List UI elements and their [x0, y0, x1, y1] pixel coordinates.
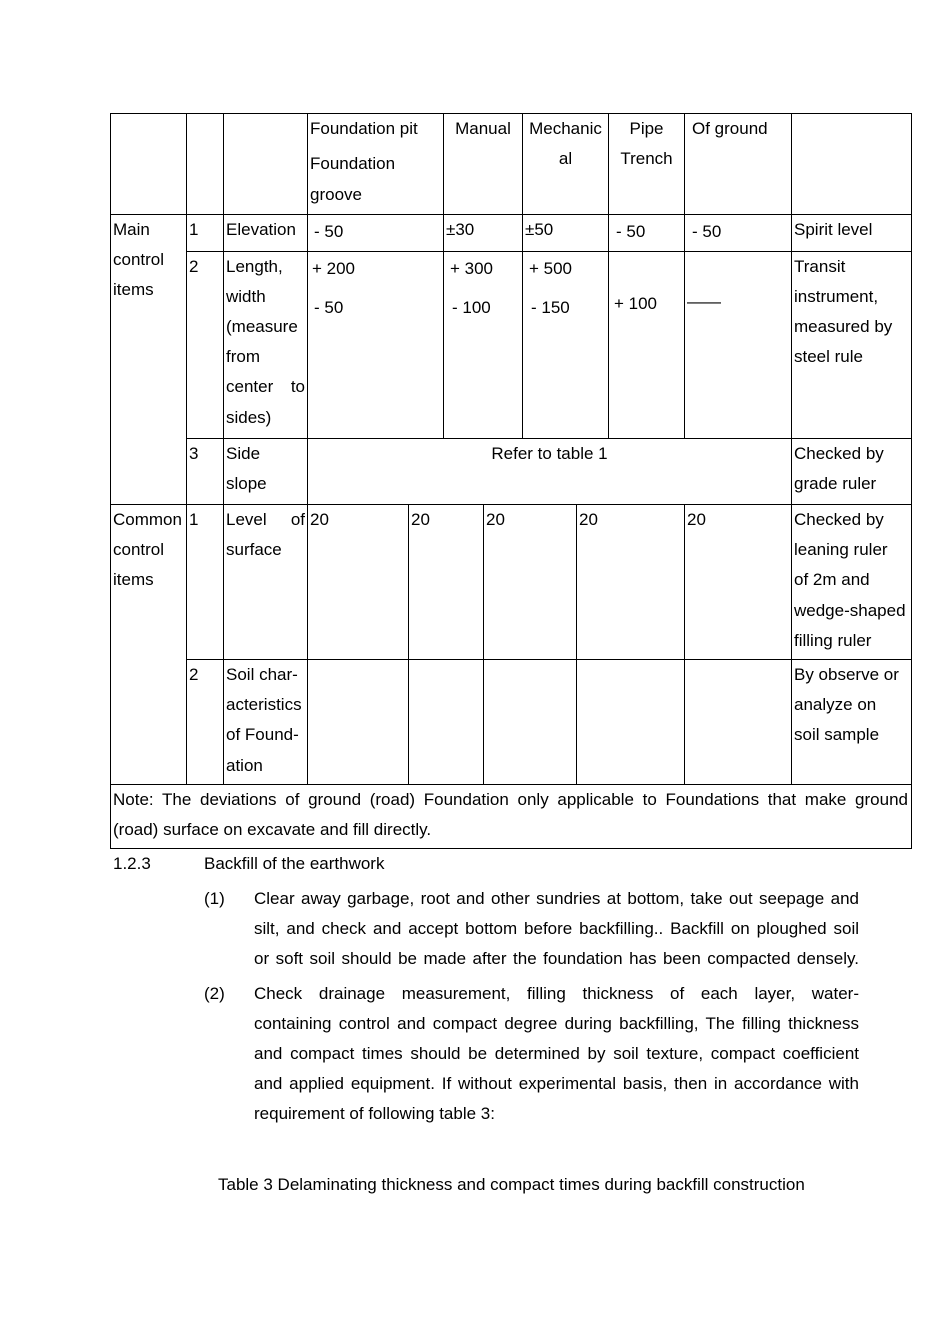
main-row-2-manual-2: - 100 [452, 298, 491, 317]
main-row-2-mechanical-2: - 150 [531, 298, 570, 317]
main-row-3-merged-value: Refer to table 1 [491, 444, 608, 463]
common-control-label-2: control [113, 540, 165, 559]
common-row-1-value-3: 20 [486, 510, 505, 529]
common-row-1-method-2: leaning ruler [794, 540, 888, 559]
header-mechanical-line-1: Mechanic [529, 119, 602, 138]
main-row-2-item-4: from [226, 347, 260, 366]
main-row-1-foundation-pit: - 50 [314, 222, 344, 241]
main-row-2-method-4: steel rule [794, 347, 863, 366]
common-row-1-item-2: surface [226, 540, 282, 559]
main-row-2-foundation-pit-1: + 200 [312, 259, 356, 278]
common-row-1-value-1: 20 [310, 510, 329, 529]
main-row-1-of-ground: - 50 [692, 222, 722, 241]
section-title: Backfill of the earthwork [204, 854, 385, 873]
common-row-2-method-3: soil sample [794, 725, 880, 744]
main-row-2-foundation-pit-2: - 50 [314, 298, 344, 317]
main-row-2-method-1: Transit [794, 257, 846, 276]
table-note-line-2: (road) surface on excavate and fill directly. [113, 820, 432, 839]
list-item-1-line-3: or soft soil should be made after the foundation has been compacted densely. [254, 949, 859, 968]
common-row-2-method-2: analyze on [794, 695, 877, 714]
main-control-label-1: Main [113, 220, 150, 239]
main-row-2-item-3: (measure [226, 317, 298, 336]
list-item-2-line-2: containing control and compact degree during backfilling, The filling thickness [254, 1014, 859, 1033]
main-row-2-of-ground: —— [687, 292, 721, 311]
main-row-2-item-1: Length, [226, 257, 283, 276]
header-pipe-trench-line-2: Trench [620, 149, 673, 168]
main-row-1-manual: ±30 [446, 220, 475, 239]
common-row-1-method-3: of 2m and [794, 570, 870, 589]
main-row-2-item-2: width [226, 287, 266, 306]
common-control-label-1: Common [113, 510, 182, 529]
common-row-2-item-3: of Found- [226, 725, 299, 744]
header-foundation-pit-line-3: groove [310, 185, 362, 204]
common-row-1-value-2: 20 [411, 510, 430, 529]
main-row-2-item-5: center to [226, 377, 305, 396]
main-row-3-method-1: Checked by [794, 444, 884, 463]
common-row-1-method-4: wedge-shaped [794, 601, 906, 620]
common-row-1-value-4: 20 [579, 510, 598, 529]
common-row-2-item-1: Soil char- [226, 665, 298, 684]
header-mechanical-line-2: al [558, 149, 573, 168]
list-item-2-text [254, 979, 859, 1129]
table-note-line-1: Note: The deviations of ground (road) Foundation only applicable to Foundations that make ground [113, 790, 908, 809]
list-item-1-line-1: Clear away garbage, root and other sundries at bottom, take out seepage and [254, 889, 859, 908]
main-row-1-mechanical: ±50 [525, 220, 554, 239]
list-item-1-marker: (1) [204, 889, 225, 908]
main-row-2-mechanical-1: + 500 [529, 259, 573, 278]
common-row-1-value-5: 20 [687, 510, 706, 529]
common-row-1-method-5: filling ruler [794, 631, 872, 650]
list-item-2-line-1: Check drainage measurement, filling thickness of each layer, water- [254, 984, 859, 1003]
header-of-ground: Of ground [692, 119, 768, 138]
main-row-1-pipe-trench: - 50 [616, 222, 646, 241]
list-item-2-line-4: and applied equipment. If without experimental basis, then in accordance with [254, 1074, 859, 1093]
common-row-1-no: 1 [189, 510, 199, 529]
common-control-label-3: items [113, 570, 154, 589]
common-row-2-method-1: By observe or [794, 665, 899, 684]
main-row-2-method-2: instrument, [794, 287, 879, 306]
main-row-1-item: Elevation [226, 220, 296, 239]
main-row-2-method-3: measured by [794, 317, 893, 336]
main-row-3-method-2: grade ruler [794, 474, 877, 493]
header-manual: Manual [455, 119, 511, 138]
main-row-2-no: 2 [189, 257, 199, 276]
main-row-1-no: 1 [189, 220, 199, 239]
main-row-1-method: Spirit level [794, 220, 873, 239]
header-pipe-trench-line-1: Pipe [629, 119, 664, 138]
main-control-label-3: items [113, 280, 154, 299]
common-row-1-item-1: Level of [226, 510, 305, 529]
list-item-2-line-3: and compact times should be determined by soil texture, compact coefficient [254, 1044, 859, 1063]
main-row-2-item-6: sides) [226, 408, 272, 427]
common-row-2-no: 2 [189, 665, 199, 684]
section-number: 1.2.3 [113, 854, 151, 873]
main-row-2-manual-1: + 300 [450, 259, 494, 278]
common-row-2-item-2: acteristics [226, 695, 302, 714]
main-row-3-no: 3 [189, 444, 199, 463]
list-item-1-text [254, 884, 859, 974]
list-item-1-line-2: silt, and check and accept bottom before backfilling.. Backfill on ploughed soil [254, 919, 859, 938]
main-row-3-item-2: slope [226, 474, 267, 493]
common-row-2-item-4: ation [226, 756, 263, 775]
list-item-2-line-5: requirement of following table 3: [254, 1104, 495, 1123]
list-item-2-marker: (2) [204, 984, 225, 1003]
main-row-2-pipe-trench: + 100 [614, 294, 658, 313]
main-row-3-item-1: Side [226, 444, 261, 463]
table-3-caption: Table 3 Delaminating thickness and compact times during backfill construction [218, 1175, 805, 1194]
main-control-label-2: control [113, 250, 165, 269]
header-foundation-pit-line-2: Foundation [310, 154, 396, 173]
header-foundation-pit-line-1: Foundation pit [310, 119, 418, 138]
common-row-1-method-1: Checked by [794, 510, 884, 529]
